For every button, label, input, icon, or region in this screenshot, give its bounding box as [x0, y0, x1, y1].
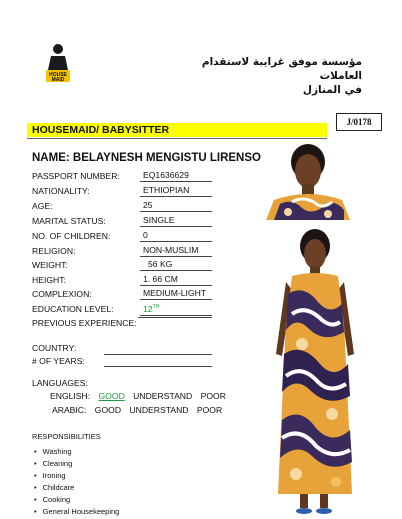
complexion-value: MEDIUM-LIGHT	[140, 288, 212, 300]
passport-value: EQ1636629	[140, 170, 212, 182]
name-value: : BELAYNESH MENGISTU LIRENSO	[65, 152, 261, 164]
english-understand: UNDERSTAND	[133, 391, 193, 401]
name-label: NAME	[32, 152, 66, 164]
country-label: COUNTRY:	[32, 343, 77, 353]
age-label: AGE:	[32, 201, 53, 211]
headshot-photo	[262, 140, 352, 220]
passport-label: PASSPORT NUMBER:	[32, 171, 120, 181]
years-label: # OF YEARS:	[32, 356, 85, 366]
arabic-label: ARABIC:	[52, 405, 87, 415]
candidate-name	[32, 152, 261, 164]
position-banner: HOUSEMAID/ BABYSITTER	[27, 123, 327, 137]
complexion-label: COMPLEXION:	[32, 289, 92, 299]
responsibility-item: • Childcare	[34, 482, 119, 494]
full-body-photo	[262, 224, 362, 517]
arabic-poor: POOR	[196, 405, 223, 415]
responsibility-item: • Washing	[34, 446, 119, 458]
english-row	[50, 391, 232, 401]
experience-value	[138, 317, 212, 318]
arabic-good: GOOD	[94, 405, 122, 415]
responsibility-item: • General Housekeeping	[34, 506, 119, 518]
arabic-understand: UNDERSTAND	[129, 405, 189, 415]
arabic-row	[52, 405, 228, 415]
banner-divider	[27, 138, 327, 139]
responsibility-item: • Ironing	[34, 470, 119, 482]
languages-title: LANGUAGES:	[32, 378, 88, 388]
height-label: HEIGHT:	[32, 275, 66, 285]
responsibilities-list	[34, 446, 119, 517]
agency-name-line-2: في المنازل	[302, 84, 362, 96]
education-label: EDUCATION LEVEL:	[32, 304, 114, 314]
reference-number: J/0178	[336, 113, 382, 131]
years-line	[104, 366, 212, 367]
education-value	[140, 302, 212, 316]
marital-status-value: SINGLE	[140, 215, 212, 227]
svg-text:HOUSE: HOUSE	[49, 72, 67, 78]
education-value-number: 12	[143, 303, 153, 314]
children-value: 0	[140, 230, 212, 242]
country-line	[104, 354, 212, 355]
education-value-suffix: TH	[152, 304, 160, 310]
agency-name-arabic	[162, 55, 362, 97]
religion-label: RELIGION:	[32, 246, 76, 256]
experience-label: PREVIOUS EXPERIENCE:	[32, 318, 137, 328]
marital-status-label: MARITAL STATUS:	[32, 216, 106, 226]
english-label: ENGLISH:	[50, 391, 91, 401]
english-good: GOOD	[98, 391, 125, 401]
english-poor: POOR	[200, 391, 226, 401]
religion-value: NON-MUSLIM	[140, 245, 212, 257]
height-value: 1. 66 CM	[140, 274, 212, 286]
age-value: 25	[140, 200, 212, 212]
weight-label: WEIGHT:	[32, 260, 68, 270]
responsibilities-title: RESPONSIBILITIES	[32, 432, 101, 441]
responsibility-item: • Cooking	[34, 494, 119, 506]
house-maid-logo	[43, 40, 73, 86]
nationality-value: ETHIOPIAN	[140, 185, 212, 197]
agency-name-line-1: مؤسسة موفق غرايبة لاستقدام العاملات	[201, 56, 362, 82]
svg-text:MAID: MAID	[51, 77, 65, 83]
responsibility-item: • Cleaning	[34, 458, 119, 470]
nationality-label: NATIONALITY:	[32, 186, 90, 196]
children-label: NO. OF CHILDREN:	[32, 231, 111, 241]
weight-value: 56 KG	[140, 259, 212, 271]
